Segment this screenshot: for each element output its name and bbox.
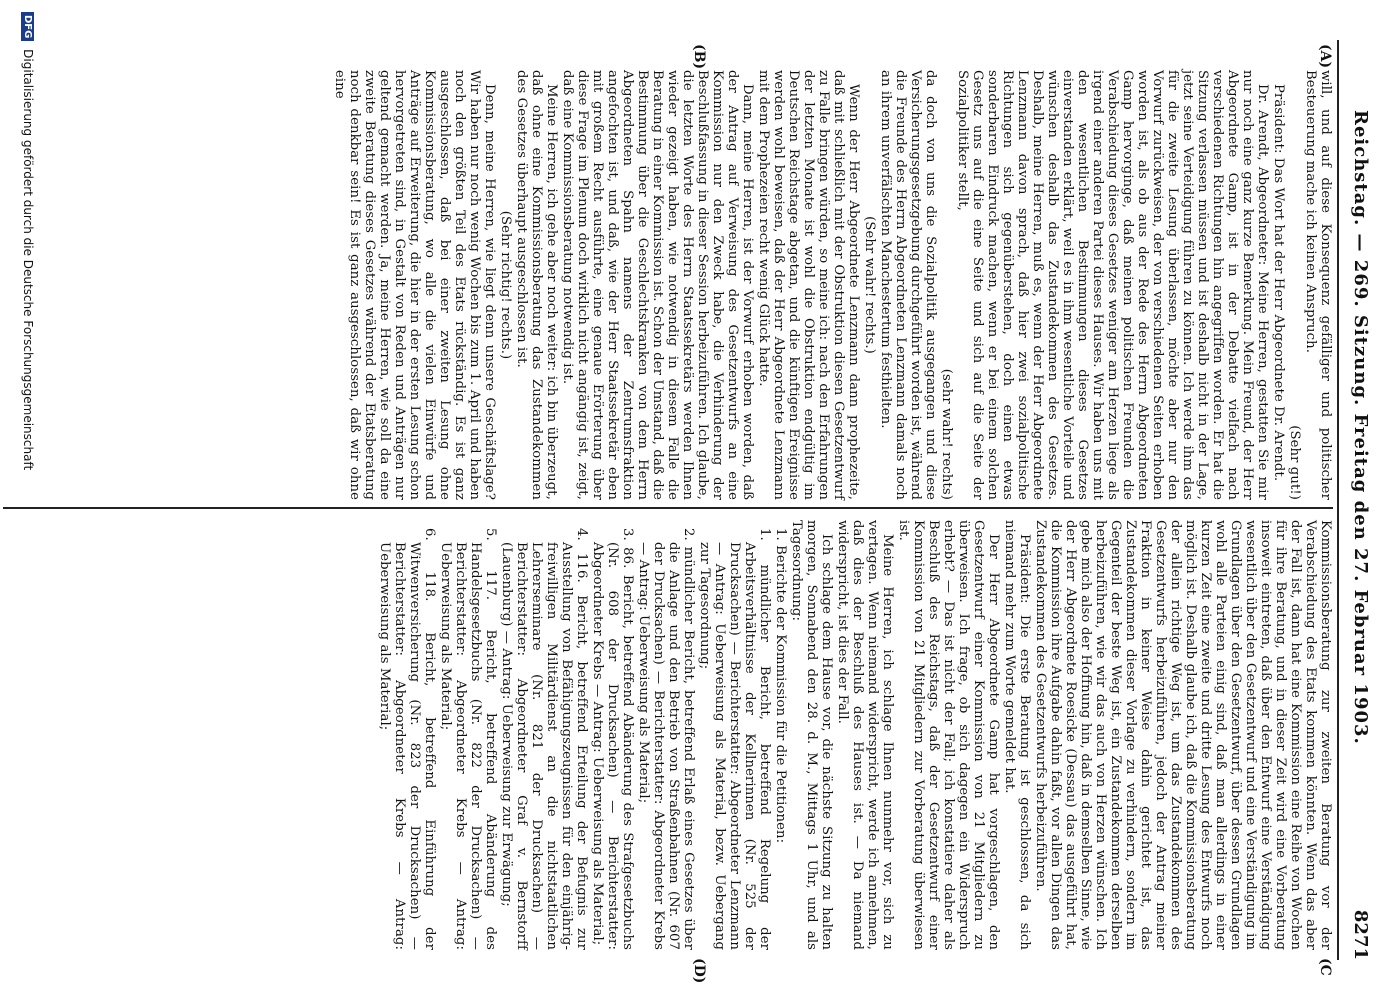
interjection: (Sehr richtig! rechts.) — [498, 210, 513, 360]
paragraph: Präsident: Die erste Beratung ist geschlossen, da sich niemand mehr zum Worte gemeldet hat. — [1002, 520, 1032, 950]
paragraph: Wenn der Herr Abgeordnete Lenzmann dann prophezeite, daß mit schließlich mit der Obstruktion diesen Gesetzentwurf zu Falle bringen würden, so meine ich: nach den Erfahrungen der letzten Monate ist wohl die Obstruktion endgültig im Deutschen Reichstage abgetan, und die künftigen Ereignisse werden wohl beweisen, daß der Herr Abgeordnete Lenzmann mit dem Prophezeien recht wenig Glück hatte. — [756, 70, 861, 500]
paragraph: Präsident: Das Wort hat der Herr Abgeordnete Dr. Arendt. — [1271, 84, 1286, 482]
agenda-item: 4. 116. Bericht, betreffend Erteilung der Befugnis zur Ausstellung von Befähigungszeugnissen für den einjährig-freiwilligen Militärdienst an die nichtstaatlichen Lehrerseminare (Nr. 821 der Drucksachen) — Berichterstatter: Abgeordneter Graf v. Bernstorff (Lauenburg) — Antrag: Ueberweisung zur Erwägung; — [499, 528, 589, 950]
margin-marker-d: (D) — [691, 958, 707, 984]
margin-marker-b: (B) — [691, 44, 707, 70]
agenda-item: 2. mündlicher Bericht, betreffend Erlaß eines Gesetzes über die Anlage und den Betrieb von Straßenbahnen (Nr. 607 der Drucksachen) — Berichterstatter: Abgeordneter Krebs — Antrag: Ueberweisung als Material; — [636, 528, 696, 950]
paragraph: Meine Herren, ich schlage Ihnen nunmehr vor, sich zu vertagen. Wenn niemand widerspricht, werde ich annehmen, daß dies der Beschluß des Hauses ist. — Da niemand widerspricht, ist dies der Fall. — [835, 520, 895, 950]
agenda-item: 3. 86. Bericht, betreffend Abänderung des Strafgesetzbuchs (Nr. 608 der Drucksachen) — Berichterstatter: Abgeordneter Krebs — Antrag: Ueberweisung als Material; — [590, 528, 635, 950]
margin-marker-c: (C — [1317, 958, 1333, 976]
page-header — [1337, 40, 1379, 960]
paragraph: Denn, meine Herren, wie liegt denn unsere Geschäftslage? Wir haben nur noch wenig Wochen bis zum 1. April und haben noch den größten Teil des Etats rückständig. Es ist ganz ausgeschlossen, daß bei einer zweiten Lesung ohne Kommissionsberatung, wo alle die vielen Einwürfe und Anträge auf Erweiterung, die hier in der ersten Lesung schon hervorgetreten sind, in Gestalt von Reden und Anträgen nur geltend gemacht werden. Ja, meine Herren, wie soll da eine zweite Beratung dieses Gesetzes während der Etatsberatung noch denkbar sein! Es ist ganz ausgeschlossen, daß wir ohne eine — [332, 70, 497, 500]
paragraph: Dann, meine Herren, ist der Vorwurf erhoben worden, daß der Antrag auf Verweisung des Gesetzentwurfs an eine Kommission nur den Zweck habe, die Verhinderung der Beschlußfassung in dieser Session herbeizuführen. Ich glaube, die letzten Worte des Herrn Staatssekretärs werden Ihnen wieder gezeigt haben, wie notwendig in diesem Falle die Beratung in einer Kommission ist. Schon der Umstand, daß die Bestimmung über die Geschlechtskranken von dem Herrn Abgeordneten Spahn namens der Zentrumsfraktion angefochten ist, und daß, wie der Herr Staatssekretär eben mit großem Recht ausführte, eine genaue Erörterung über diese Frage im Plenum doch wirklich nicht angängig ist, zeigt, daß eine Kommissionsberatung notwendig ist. — [560, 70, 755, 500]
page-number: 8271 — [1350, 909, 1371, 960]
interjection: (Sehr wahr! rechts.) — [862, 216, 877, 354]
column-divider — [3, 507, 1333, 509]
paragraph: will, und auf diese Konsequenz gefälliger und politischer Besteuerung mache ich keinen Anspruch. — [1303, 70, 1333, 500]
margin-marker-a: (A) — [1317, 44, 1333, 69]
footer-text: Digitalisierung gefördert durch die Deutsche Forschungsgemeinschaft — [21, 49, 35, 471]
agenda-item: 1. mündlicher Bericht, betreffend Regelung der Arbeitsverhältnisse der Kellnerinnen (Nr. 525 der Drucksachen) — Berichterstatter: Abgeordneter Lenzmann — Antrag: Ueberweisung als Material, bezw. Uebergang zur Tagesordnung; — [697, 528, 772, 950]
interjection: (sehr wahr! rechts) — [939, 368, 954, 500]
speech-paragraph: Dr. Arendt, Abgeordneter: Meine Herren, gestatten Sie mir nur noch eine ganz kurze Bemerkung. Mein Freund, der Herr Abgeordnete Gamp, ist in der Debatte vielfach nach verschiedenen Richtungen hin angegriffen worden. Er hat die Sitzung verlassen müssen und ist deshalb nicht in der Lage, jetzt seine Verteidigung führen zu können. Ich werde ihm das für die zweite Lesung überlassen, möchte aber nur den Vorwurf zurückweisen, der von verschiedenen Seiten erhoben worden ist, als ob aus der Rede des Herrn Abgeordneten Gamp hervorginge, daß meinen politischen Freunden die Verabschiedung dieses Gesetzes weniger am Herzen liege als irgend einer anderen Partei dieses Hauses. Wir haben uns mit den wesentlichen Bestimmungen dieses Gesetzes einverstanden erklärt, weil es in ihm wesentliche Vorteile und wünschen deshalb das Zustandekommen des Gesetzes. Deshalb, meine Herren, muß es, wenn der Herr Abgeordnete Lenzmann davon sprach, daß hier zwei sozialpolitische Richtungen sich gegenüberstehen, doch einen etwas sonderbaren Eindruck machen, wenn er bei einem solchen Gesetz uns auf die eine Seite und sich auf die Seite der Sozialpolitiker stellt, — [955, 70, 1270, 500]
interjection: (Sehr gut!) — [1287, 425, 1302, 500]
running-head: Reichstag. — 269. Sitzung. Freitag den 27. Februar 1903. — [1350, 110, 1371, 745]
paragraph: Kommissionsberatung zur zweiten Beratung vor der Verabschiedung des Etats kommen könnten. Wenn das aber der Fall ist, dann hat eine Kommission eine Reihe von Wochen für ihre Beratung, und in dieser Zeit wird eine Vorberatung insoweit eintreten, daß über den Entwurf eine Verständigung wesentlich über den Gesetzentwurf und eine Verständigung im Grundlagen über den Gesetzentwurf, über dessen Grundlagen wohl alle Parteien einig sind, daß man allerdings in einer kurzen Zeit eine zweite und dritte Lesung des Entwurfs noch möglich ist. Deshalb glaube ich, daß die Kommissionsberatung der allein richtige Weg ist, um das Zustandekommen des Gesetzentwurfs herbeizuführen, jedoch der Antrag meiner Fraktion in keiner Weise dahin gerichtet ist, das Zustandekommen dieser Vorlage zu verhindern, sondern im Gegenteil der beste Weg ist, ein Zustandekommen derselben herbeizuführen, wie wir das auch von Herzen wünschen. Ich gebe mich also der Hoffnung hin, daß in demselben Sinne, wie der Herr Abgeordnete Roesicke (Dessau) das ausgeführt hat, die Kommission ihre Aufgabe dahin faßt, vor allen Dingen das Zustandekommen des Gesetzentwurfs herbeizuführen. — [1033, 520, 1333, 950]
paragraph: Meine Herren, ich gehe aber noch weiter: ich bin überzeugt, daß ohne eine Kommissionsberatung das Zustandekommen des Gesetzes überhaupt ausgeschlossen ist. — [514, 70, 559, 500]
right-column — [376, 520, 1333, 950]
footer-credit — [21, 12, 35, 470]
left-column — [331, 70, 1333, 500]
agenda-item: 6. 118. Bericht, betreffend Einführung der Witwenversicherung (Nr. 823 der Drucksachen) — Berichterstatter: Abgeordneter Krebs — Antrag: Ueberweisung als Material; — [377, 528, 437, 950]
agenda-item: 5. 117. Bericht, betreffend Abänderung des Handelsgesetzbuchs (Nr. 822 der Drucksachen) — Berichterstatter: Abgeordneter Krebs — Antrag: Ueberweisung als Material; — [438, 528, 498, 950]
dfg-logo: DFG — [21, 12, 34, 41]
paragraph: Der Herr Abgeordnete Gamp hat vorgeschlagen, den Gesetzentwurf einer Kommission von 21 Mitgliedern zu überweisen. Ich frage, ob sich dagegen ein Widerspruch erhebt? — Das ist nicht der Fall; ich konstatiere daher als Beschluß des Reichstags, daß der Gesetzentwurf einer Kommission von 21 Mitgliedern zur Vorberatung überwiesen ist. — [896, 520, 1001, 950]
paragraph: Ich schlage dem Hause vor, die nächste Sitzung zu halten morgen, Sonnabend den 28. d. M., Mittags 1 Uhr, und als Tagesordnung: — [789, 520, 834, 950]
paragraph: da doch von uns die Sozialpolitik ausgegangen und diese Versicherungsgesetzgebung durchgeführt worden ist, während die Freunde des Herrn Abgeordneten Lenzmann damals noch an ihrem unverfälschten Manchestertum festhielten. — [878, 70, 938, 500]
agenda-heading: 1. Berichte der Kommission für die Petitionen: — [773, 528, 788, 844]
